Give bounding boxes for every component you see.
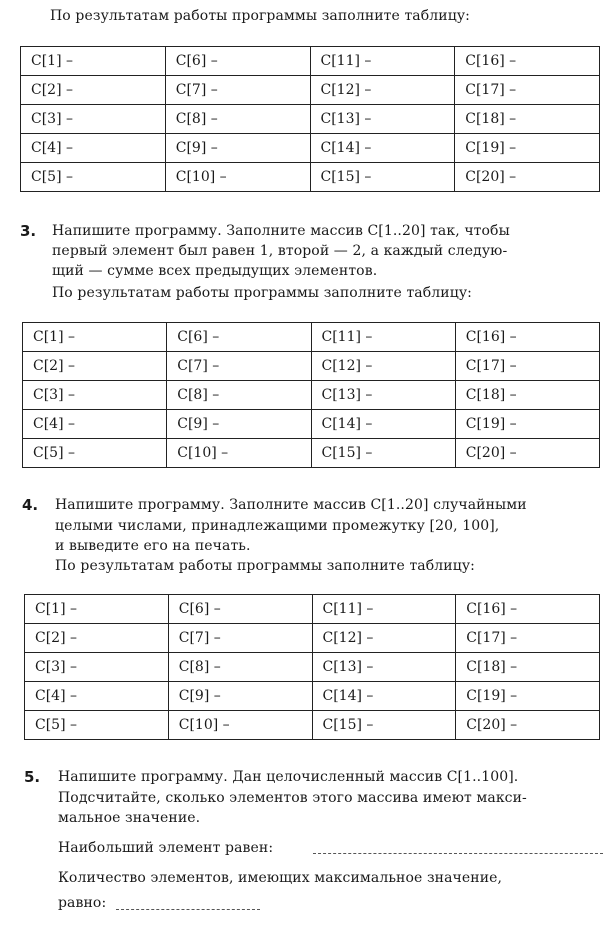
table-cell[interactable]: C[16] –	[455, 47, 600, 76]
table-cell[interactable]: C[10] –	[168, 711, 312, 740]
table-cell[interactable]: C[20] –	[455, 163, 600, 192]
task-5-number: 5.	[24, 768, 41, 786]
table-cell[interactable]: C[1] –	[23, 323, 167, 352]
table-cell[interactable]: C[14] –	[311, 410, 455, 439]
table-cell[interactable]: C[11] –	[312, 595, 456, 624]
table-cell[interactable]: C[18] –	[455, 381, 599, 410]
table-cell[interactable]: C[7] –	[167, 352, 311, 381]
table-cell[interactable]: C[3] –	[23, 381, 167, 410]
table-row	[23, 323, 600, 352]
table-cell[interactable]: C[14] –	[310, 134, 455, 163]
answer-table-2-body	[23, 323, 600, 468]
table-cell[interactable]: C[4] –	[23, 410, 167, 439]
table-cell[interactable]: C[14] –	[312, 682, 456, 711]
task-4-line-3: и выведите его на печать.	[55, 538, 251, 554]
table-cell[interactable]: C[8] –	[168, 653, 312, 682]
table-row	[21, 76, 600, 105]
table-cell[interactable]: C[3] –	[25, 653, 169, 682]
table-cell[interactable]: C[6] –	[167, 323, 311, 352]
table-cell[interactable]: C[19] –	[455, 134, 600, 163]
table-cell[interactable]: C[2] –	[21, 76, 166, 105]
table-cell[interactable]: C[15] –	[312, 711, 456, 740]
table-cell[interactable]: C[5] –	[25, 711, 169, 740]
table-cell[interactable]: C[4] –	[25, 682, 169, 711]
table-cell[interactable]: C[15] –	[311, 439, 455, 468]
table-cell[interactable]: C[16] –	[455, 323, 599, 352]
table-row	[21, 134, 600, 163]
table-cell[interactable]: C[11] –	[311, 323, 455, 352]
table-cell[interactable]: C[6] –	[165, 47, 310, 76]
table-row	[21, 105, 600, 134]
table-row	[23, 381, 600, 410]
table-row	[21, 47, 600, 76]
answer-table-3	[24, 594, 600, 740]
table-cell[interactable]: C[12] –	[311, 352, 455, 381]
task-4-line-2: целыми числами, принадлежащими промежутку [20, 100],	[55, 518, 500, 534]
table-cell[interactable]: C[17] –	[455, 76, 600, 105]
table-cell[interactable]: C[7] –	[165, 76, 310, 105]
table-cell[interactable]: C[9] –	[168, 682, 312, 711]
task-3-number: 3.	[20, 222, 37, 240]
task-3-line-1: Напишите программу. Заполните массив C[1..20] так, чтобы	[52, 223, 510, 239]
table-cell[interactable]: C[20] –	[456, 711, 600, 740]
task-4-line-4: По результатам работы программы заполните таблицу:	[55, 558, 475, 574]
answer-table-1-body	[21, 47, 600, 192]
table-cell[interactable]: C[8] –	[165, 105, 310, 134]
table-cell[interactable]: C[10] –	[167, 439, 311, 468]
task-3-line-4: По результатам работы программы заполните таблицу:	[52, 285, 472, 301]
answer-table-1	[20, 46, 600, 192]
table-row	[25, 711, 600, 740]
table-cell[interactable]: C[5] –	[23, 439, 167, 468]
table-cell[interactable]: C[4] –	[21, 134, 166, 163]
equals-label: равно:	[58, 895, 107, 911]
table-cell[interactable]: C[11] –	[310, 47, 455, 76]
table-cell[interactable]: C[6] –	[168, 595, 312, 624]
table-cell[interactable]: C[9] –	[165, 134, 310, 163]
count-answer-line[interactable]	[116, 909, 260, 910]
table-cell[interactable]: C[13] –	[310, 105, 455, 134]
table-cell[interactable]: C[20] –	[455, 439, 599, 468]
table-cell[interactable]: C[3] –	[21, 105, 166, 134]
max-element-label: Наибольший элемент равен:	[58, 840, 274, 856]
table-row	[25, 595, 600, 624]
table-row	[23, 439, 600, 468]
table-cell[interactable]: C[17] –	[455, 352, 599, 381]
table-cell[interactable]: C[2] –	[25, 624, 169, 653]
table-row	[25, 624, 600, 653]
task-4-number: 4.	[22, 496, 39, 514]
count-label: Количество элементов, имеющих максимальное значение,	[58, 870, 503, 886]
answer-table-3-body	[25, 595, 600, 740]
table-cell[interactable]: C[2] –	[23, 352, 167, 381]
table-cell[interactable]: C[19] –	[455, 410, 599, 439]
table-cell[interactable]: C[1] –	[21, 47, 166, 76]
task-4-line-1: Напишите программу. Заполните массив C[1..20] случайными	[55, 497, 527, 513]
task-5-line-3: мальное значение.	[58, 810, 201, 826]
table-cell[interactable]: C[15] –	[310, 163, 455, 192]
table-cell[interactable]: C[13] –	[311, 381, 455, 410]
table-row	[21, 163, 600, 192]
table-cell[interactable]: C[19] –	[456, 682, 600, 711]
table-cell[interactable]: C[8] –	[167, 381, 311, 410]
task-5-line-1: Напишите программу. Дан целочисленный массив C[1..100].	[58, 769, 519, 785]
table-cell[interactable]: C[10] –	[165, 163, 310, 192]
answer-table-2	[22, 322, 600, 468]
table-cell[interactable]: C[16] –	[456, 595, 600, 624]
task-5-line-2: Подсчитайте, сколько элементов этого массива имеют макси-	[58, 790, 527, 806]
task-3-line-3: щий — сумме всех предыдущих элементов.	[52, 263, 378, 279]
table-cell[interactable]: C[9] –	[167, 410, 311, 439]
table-cell[interactable]: C[7] –	[168, 624, 312, 653]
task-3-line-2: первый элемент был равен 1, второй — 2, а каждый следую-	[52, 243, 508, 259]
table-cell[interactable]: C[17] –	[456, 624, 600, 653]
table-cell[interactable]: C[12] –	[312, 624, 456, 653]
table-cell[interactable]: C[12] –	[310, 76, 455, 105]
table-cell[interactable]: C[18] –	[456, 653, 600, 682]
table-cell[interactable]: C[18] –	[455, 105, 600, 134]
max-element-answer-line[interactable]	[313, 853, 603, 854]
table-row	[23, 352, 600, 381]
table-cell[interactable]: C[1] –	[25, 595, 169, 624]
table-row	[25, 653, 600, 682]
table-row	[23, 410, 600, 439]
table-cell[interactable]: C[13] –	[312, 653, 456, 682]
table-row	[25, 682, 600, 711]
intro-line: По результатам работы программы заполните таблицу:	[50, 8, 470, 24]
table-cell[interactable]: C[5] –	[21, 163, 166, 192]
